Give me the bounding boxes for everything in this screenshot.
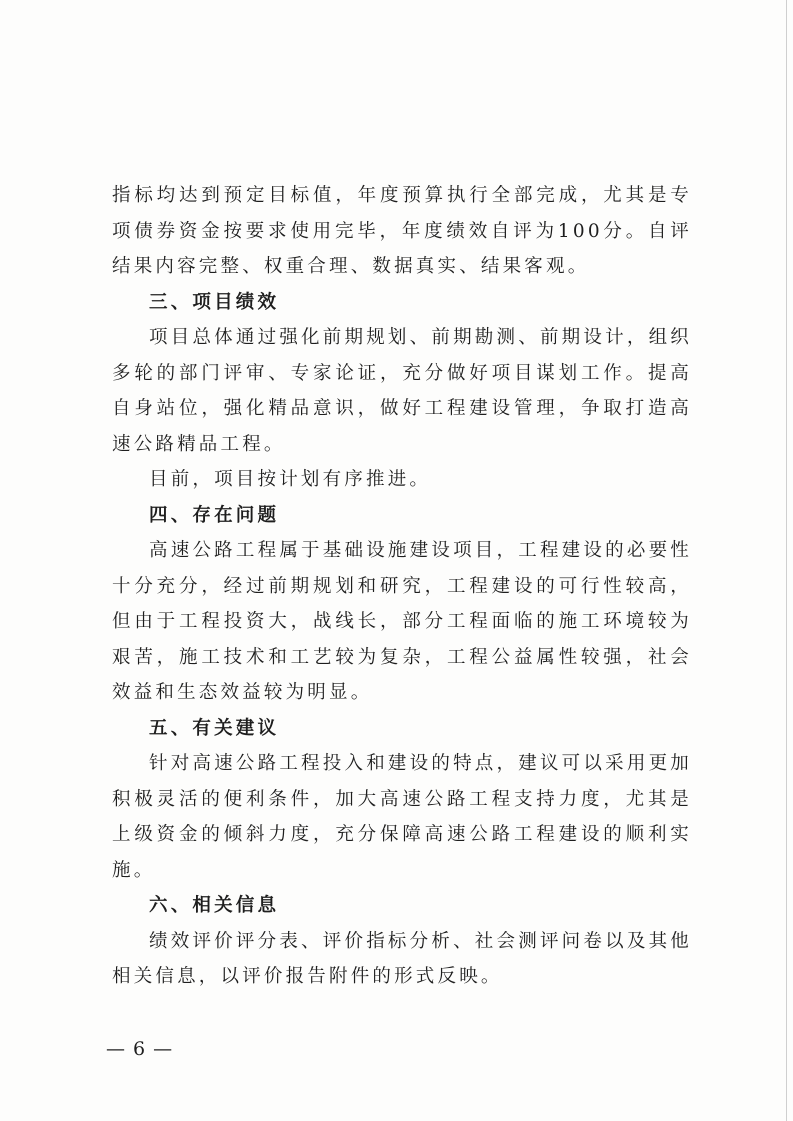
document-body [112,178,692,995]
paragraph-6: 高速公路工程属于基础设施建设项目，工程建设的必要性十分充分，经过前期规划和研究，工程建设的可行性较高，但由于工程投资大，战线长，部分工程面临的施工环境较为艰苦，施工技术和工艺较为复杂，工程公益属性较强，社会效益和生态效益较为明显。 [112,540,692,703]
section-heading-problems: 四、存在问题 [149,504,280,526]
section-heading-suggestions: 五、有关建议 [149,717,280,739]
paragraph-3: 项目总体通过强化前期规划、前期勘测、前期设计，组织多轮的部门评审、专家论证，充分做好项目谋划工作。提高自身站位，强化精品意识，做好工程建设管理，争取打造高速公路精品工程。 [112,327,692,455]
section-heading-performance: 三、项目绩效 [149,291,280,313]
paragraph-4: 目前，项目按计划有序推进。 [149,469,432,490]
page-number: — 6 — [106,1038,174,1060]
paragraph-10: 绩效评价评分表、评价指标分析、社会测评问卷以及其他相关信息，以评价报告附件的形式反映。 [112,930,692,987]
page-edge-line [786,0,787,1121]
paragraph-1: 指标均达到预定目标值，年度预算执行全部完成，尤其是专项债券资金按要求使用完毕，年度绩效自评为100分。自评结果内容完整、权重合理、数据真实、结果客观。 [112,185,692,277]
paragraph-8: 针对高速公路工程投入和建设的特点，建议可以采用更加积极灵活的便利条件，加大高速公路工程支持力度，尤其是上级资金的倾斜力度，充分保障高速公路工程建设的顺利实施。 [112,753,692,881]
section-heading-related-info: 六、相关信息 [149,895,280,916]
